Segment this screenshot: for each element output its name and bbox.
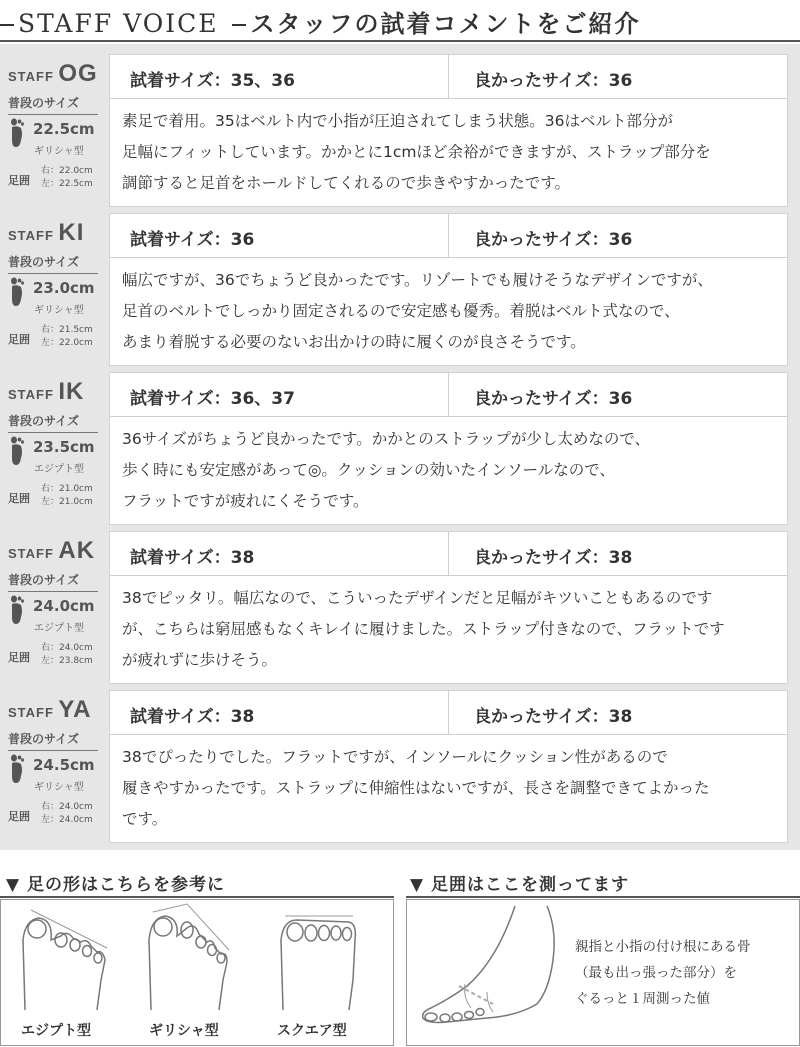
tried-size (130, 384, 295, 409)
good-size (474, 225, 632, 250)
header-divider (448, 691, 449, 735)
foot-icon (10, 277, 24, 307)
girth-left-value: 21.0cm (59, 497, 93, 507)
comment-line: 履きやすかったです。ストラップに伸縮性はないですが、長さを調整できてよかった (122, 779, 710, 797)
staff-label: STAFF (8, 387, 54, 402)
girth-right-value: 24.0cm (59, 643, 93, 653)
tried-size-label: 試着サイズ： (130, 707, 231, 727)
usual-size-value: 24.5cm (33, 756, 95, 774)
tried-size (130, 702, 254, 727)
reference-section (0, 870, 800, 1047)
comment-text (122, 742, 782, 835)
staff-name (8, 537, 95, 565)
girth-right (41, 483, 93, 496)
foot-icon (10, 595, 24, 625)
girth-right-value: 21.0cm (59, 484, 93, 494)
girth-measure-rule (406, 896, 800, 898)
girth-right-prefix: 右： (41, 484, 60, 494)
girth-left-value: 22.5cm (59, 179, 93, 189)
girth-right (41, 324, 93, 337)
good-size-label: 良かったサイズ： (474, 707, 609, 727)
girth-left-prefix: 左： (41, 815, 60, 825)
card-header (110, 373, 787, 417)
measure-line-3: ぐるっと１周測った値 (575, 991, 710, 1007)
girth-measure-title: ▼ 足囲はここを測ってます (410, 875, 629, 895)
tried-size-label: 試着サイズ： (130, 230, 231, 250)
good-size (474, 384, 632, 409)
square-label: スクエア型 (277, 1023, 347, 1039)
page-header (0, 0, 800, 42)
tried-size-value: 36、37 (230, 389, 295, 409)
header-divider (448, 373, 449, 417)
comment-text (122, 583, 782, 676)
girth-values (41, 165, 93, 191)
usual-size-label: 普段のサイズ (8, 253, 98, 274)
tried-size (130, 543, 254, 568)
usual-size-label: 普段のサイズ (8, 412, 98, 433)
foot-icon (10, 118, 24, 148)
girth-right-prefix: 右： (41, 802, 60, 812)
girth-measure-description (575, 934, 751, 1012)
tried-size-value: 38 (230, 707, 255, 727)
comment-line: 幅広ですが、36でちょうど良かったです。リゾートでも履けそうなデザインですが、 (122, 271, 713, 289)
tried-size-value: 36 (230, 230, 255, 250)
staff-profile (0, 688, 109, 845)
girth-label: 足囲 (8, 810, 30, 823)
girth-right-prefix: 右： (41, 325, 60, 335)
comment-card (109, 372, 788, 525)
staff-row (0, 688, 800, 845)
girth-left (41, 178, 93, 191)
girth-right-value: 24.0cm (59, 802, 93, 812)
girth-measure-box (406, 899, 800, 1046)
girth-left (41, 814, 93, 827)
staff-label: STAFF (8, 705, 54, 720)
comment-line: 38でぴったりでした。フラットですが、インソールにクッション性があるので (122, 748, 668, 766)
staff-id: AK (58, 537, 96, 564)
girth-label: 足囲 (8, 333, 30, 346)
girth-label: 足囲 (8, 492, 30, 505)
girth-label: 足囲 (8, 174, 30, 187)
staff-row (0, 211, 800, 368)
card-header (110, 532, 787, 576)
comment-card (109, 213, 788, 366)
page-title (0, 4, 640, 39)
staff-name (8, 378, 84, 406)
girth-left-value: 23.8cm (59, 656, 93, 666)
foot-type: エジプト型 (34, 623, 84, 634)
staff-profile (0, 370, 109, 527)
foot-side-illustration (407, 900, 567, 1047)
greek-foot-icon (149, 904, 229, 1010)
staff-profile (0, 529, 109, 686)
staff-row (0, 52, 800, 209)
good-size (474, 702, 632, 727)
foot-type: ギリシャ型 (34, 782, 84, 793)
girth-values (41, 324, 93, 350)
girth-right-value: 21.5cm (59, 325, 93, 335)
staff-label: STAFF (8, 546, 54, 561)
girth-label: 足囲 (8, 651, 30, 664)
foot-icon (10, 754, 24, 784)
girth-values (41, 801, 93, 827)
good-size-label: 良かったサイズ： (474, 548, 609, 568)
girth-left (41, 337, 93, 350)
header-divider (448, 214, 449, 258)
usual-size-label: 普段のサイズ (8, 730, 98, 751)
good-size-value: 36 (608, 71, 633, 91)
egyptian-foot-icon (23, 910, 107, 1010)
foot-icon (10, 436, 24, 466)
good-size (474, 66, 632, 91)
card-header (110, 55, 787, 99)
good-size (474, 543, 632, 568)
good-size-value: 36 (608, 389, 633, 409)
title-jp: スタッフの試着コメントをご紹介 (250, 10, 641, 38)
comment-line: 36サイズがちょうど良かったです。かかとのストラップが少し太めなので、 (122, 430, 651, 448)
usual-size-value: 23.0cm (33, 279, 95, 297)
foot-shape-title: ▼ 足の形はこちらを参考に (6, 875, 225, 895)
staff-voice-panel (0, 44, 800, 850)
tried-size-label: 試着サイズ： (130, 389, 231, 409)
staff-profile (0, 52, 109, 209)
card-header (110, 691, 787, 735)
header-divider (448, 532, 449, 576)
girth-left-prefix: 左： (41, 656, 60, 666)
good-size-label: 良かったサイズ： (474, 389, 609, 409)
measure-line-2: （最も出っ張った部分）を (575, 965, 737, 981)
comment-text (122, 265, 782, 358)
girth-right-value: 22.0cm (59, 166, 93, 176)
header-divider (448, 55, 449, 99)
girth-left-value: 22.0cm (59, 338, 93, 348)
staff-name (8, 696, 92, 724)
good-size-label: 良かったサイズ： (474, 71, 609, 91)
staff-row (0, 529, 800, 686)
staff-label: STAFF (8, 228, 54, 243)
usual-size-value: 23.5cm (33, 438, 95, 456)
square-foot-icon (281, 916, 355, 1010)
comment-line: 調節すると足首をホールドしてくれるので歩きやすかったです。 (122, 174, 570, 192)
tried-size-label: 試着サイズ： (130, 548, 231, 568)
usual-size-label: 普段のサイズ (8, 571, 98, 592)
girth-left-prefix: 左： (41, 179, 60, 189)
girth-left (41, 655, 93, 668)
staff-id: OG (58, 60, 98, 87)
tried-size (130, 225, 254, 250)
comment-card (109, 531, 788, 684)
girth-values (41, 642, 93, 668)
girth-right (41, 165, 93, 178)
comment-card (109, 54, 788, 207)
comment-line: です。 (122, 810, 168, 828)
tried-size (130, 66, 295, 91)
girth-right (41, 642, 93, 655)
usual-size-value: 22.5cm (33, 120, 95, 138)
comment-line: が疲れずに歩けそう。 (122, 651, 278, 669)
girth-right-prefix: 右： (41, 643, 60, 653)
foot-type: ギリシャ型 (34, 305, 84, 316)
girth-left (41, 496, 93, 509)
foot-type: エジプト型 (34, 464, 84, 475)
staff-id: IK (58, 378, 85, 405)
egyptian-label: エジプト型 (21, 1023, 91, 1039)
comment-card (109, 690, 788, 843)
girth-right-prefix: 右： (41, 166, 60, 176)
title-en: STAFF VOICE (18, 9, 219, 38)
measure-line-1: 親指と小指の付け根にある骨 (575, 939, 751, 955)
foot-shape-rule (0, 896, 394, 898)
tried-size-value: 35、36 (230, 71, 295, 91)
good-size-value: 36 (608, 230, 633, 250)
comment-line: 38でピッタリ。幅広なので、こういったデザインだと足幅がキツいこともあるのです (122, 589, 713, 607)
staff-name (8, 219, 84, 247)
girth-values (41, 483, 93, 509)
usual-size-value: 24.0cm (33, 597, 95, 615)
tried-size-label: 試着サイズ： (130, 71, 231, 91)
comment-line: あまり着脱する必要のないお出かけの時に履くのが良さそうです。 (122, 333, 586, 351)
good-size-value: 38 (608, 707, 633, 727)
comment-line: 足幅にフィットしています。かかとに1cmほど余裕ができますが、ストラップ部分を (122, 143, 711, 161)
comment-text (122, 106, 782, 199)
foot-shape-box (0, 899, 394, 1046)
tried-size-value: 38 (230, 548, 255, 568)
comment-line: が、こちらは窮屈感もなくキレイに履けました。ストラップ付きなので、フラットです (122, 620, 725, 638)
good-size-label: 良かったサイズ： (474, 230, 609, 250)
staff-name (8, 60, 98, 88)
girth-left-value: 24.0cm (59, 815, 93, 825)
good-size-value: 38 (608, 548, 633, 568)
card-header (110, 214, 787, 258)
comment-line: 素足で着用。35はベルト内で小指が圧迫されてしまう状態。36はベルト部分が (122, 112, 673, 130)
greek-label: ギリシャ型 (149, 1023, 219, 1039)
comment-line: フラットですが疲れにくそうです。 (122, 492, 369, 510)
girth-left-prefix: 左： (41, 338, 60, 348)
staff-profile (0, 211, 109, 368)
comment-text (122, 424, 782, 517)
girth-left-prefix: 左： (41, 497, 60, 507)
comment-line: 歩く時にも安定感があって◎。クッションの効いたインソールなので、 (122, 461, 615, 479)
staff-id: YA (58, 696, 92, 723)
girth-right (41, 801, 93, 814)
staff-label: STAFF (8, 69, 54, 84)
foot-type: ギリシャ型 (34, 146, 84, 157)
staff-row (0, 370, 800, 527)
comment-line: 足首のベルトでしっかり固定されるので安定感も優秀。着脱はベルト式なので、 (122, 302, 680, 320)
staff-id: KI (58, 219, 85, 246)
usual-size-label: 普段のサイズ (8, 94, 98, 115)
